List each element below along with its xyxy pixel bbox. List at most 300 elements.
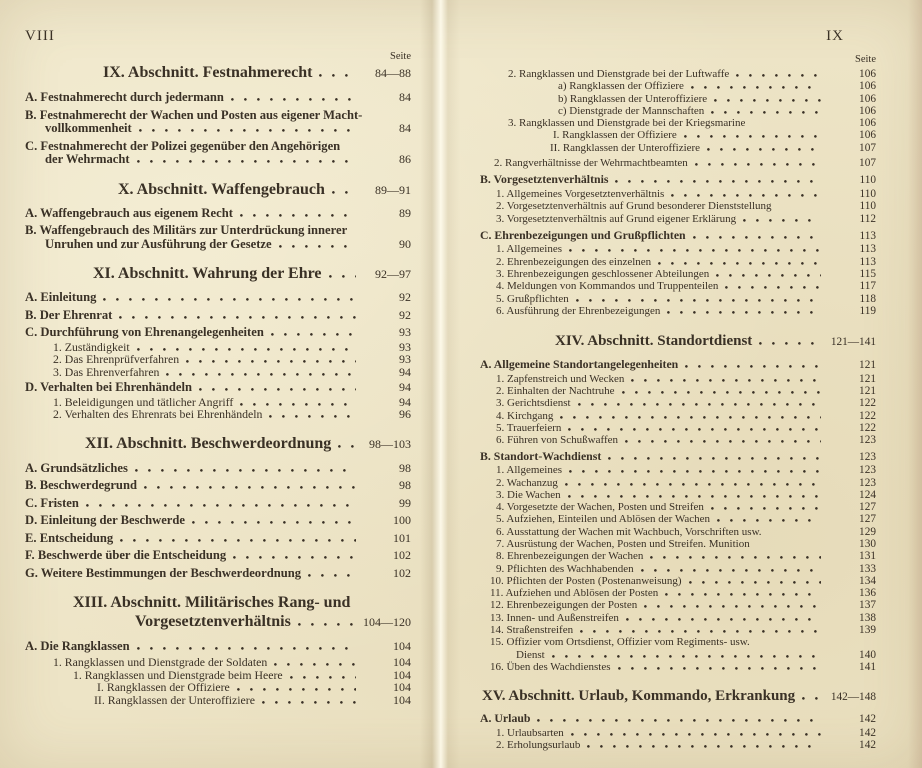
toc-entry-text: der Wehrmacht (45, 152, 130, 166)
toc-entry-text: 3. Gerichtsdienst (496, 397, 571, 410)
toc-entry-line (480, 550, 876, 562)
toc-entry-line (480, 489, 876, 501)
toc-page-number: 121—141 (830, 336, 876, 349)
toc-entry-line (480, 385, 876, 397)
toc-page-number: 134 (859, 574, 876, 587)
toc-section-heading (25, 63, 411, 83)
toc-page-number: 107 (859, 141, 876, 154)
toc-entry-text: 14. Straßenstreifen (490, 624, 574, 637)
toc-page-number: 92—97 (375, 267, 411, 281)
toc-page-number: 110 (859, 174, 876, 187)
toc-entry-text: 4. Kirchgang (496, 409, 554, 422)
dot-leader (716, 269, 821, 277)
toc-entry-line (480, 712, 876, 726)
toc-entry-text: 1. Rangklassen und Dienstgrade beim Heere (73, 667, 283, 682)
seite-column-label-left: Seite (390, 51, 411, 62)
toc-page-number: 110 (859, 187, 876, 200)
toc-entry-text: B. Festnahmerecht der Wachen und Posten aus eigener Macht- (25, 107, 363, 122)
toc-page-number: 90 (399, 236, 411, 251)
toc-entry-line (480, 464, 876, 476)
toc-entry-line (25, 532, 411, 546)
toc-page-number: 110 (859, 200, 876, 213)
toc-section-heading (480, 687, 876, 706)
dot-leader (671, 189, 821, 197)
toc-page-number: 104 (393, 680, 411, 695)
toc-entry-text: 6. Führen von Schußwaffen (496, 434, 618, 447)
dot-leader (576, 293, 821, 301)
toc-entry-line (480, 612, 876, 624)
toc-entry-line (480, 599, 876, 611)
toc-entry-line (480, 397, 876, 409)
dot-leader (725, 281, 821, 289)
toc-entry-text: E. Entscheidung (25, 530, 114, 545)
dot-leader (560, 410, 821, 418)
toc-page-number: 122 (859, 397, 876, 410)
toc-page-number: 121 (859, 385, 876, 398)
toc-entry-text: c) Dienstgrade der Mannschaften (558, 104, 705, 117)
toc-page-number: 121 (859, 359, 876, 372)
toc-entry-text: 2. Wachanzug (496, 476, 558, 489)
toc-entry-line (25, 514, 411, 528)
dot-leader (186, 354, 356, 363)
dot-leader (665, 588, 821, 596)
toc-entry-line (25, 140, 411, 154)
toc-entry-line (25, 366, 411, 379)
toc-page-number: 112 (859, 212, 876, 225)
toc-page-number: 92 (399, 290, 411, 304)
dot-leader (711, 502, 821, 510)
toc-page-number: 142 (859, 739, 876, 752)
folio-number-left: VIII (25, 28, 55, 44)
toc-entry-text: B. Vorgesetztenverhältnis (480, 172, 609, 187)
toc-page-number: 130 (859, 537, 876, 550)
toc-entry-text: b) Rangklassen der Unteroffiziere (558, 92, 708, 105)
toc-entry-text: 10. Pflichten der Posten (Postenanweisung) (490, 574, 682, 587)
toc-entry-line (25, 462, 411, 476)
dot-leader (569, 244, 821, 252)
dot-leader (565, 477, 821, 485)
toc-section-heading (25, 612, 411, 632)
toc-entry-text: C. Fristen (25, 495, 79, 510)
toc-entry-text: 2. Rangverhältnisse der Wehrmachtbeamten (494, 157, 688, 170)
toc-entry-line (25, 122, 411, 136)
toc-page-number: 106 (859, 129, 876, 142)
dot-leader (711, 106, 821, 114)
toc-entry-line (25, 567, 411, 581)
toc-entry-line (25, 381, 411, 395)
toc-entry-line (480, 501, 876, 513)
toc-entry-text: 2. Rangklassen und Dienstgrade bei der Luftwaffe (508, 68, 730, 80)
dot-leader (622, 386, 821, 394)
dot-leader (650, 551, 821, 559)
toc-entry-text: 5. Aufziehen, Einteilen und Ablösen der Wachen (496, 513, 710, 526)
toc-page-number: 89—91 (375, 182, 411, 197)
dot-leader (626, 613, 821, 621)
dot-leader (537, 713, 821, 722)
dot-leader (769, 526, 821, 534)
toc-entry-line (480, 649, 876, 661)
toc-section-heading (25, 264, 411, 284)
toc-page-number: 84 (399, 90, 411, 104)
toc-entry-text: A. Festnahmerecht durch jedermann (25, 90, 224, 104)
toc-entry-text: I. Rangklassen der Offiziere (97, 680, 230, 695)
dot-leader (685, 359, 821, 368)
dot-leader (736, 69, 821, 77)
toc-page-number: 139 (859, 624, 876, 637)
dot-leader (233, 550, 356, 559)
toc-entry-text: A. Allgemeine Standortangelegenheiten (480, 357, 679, 372)
toc-entry-line (480, 450, 876, 464)
toc-entry-text: 2. Vorgesetztenverhältnis auf Grund besonderer Dienststellung (496, 200, 772, 213)
dot-leader (684, 130, 821, 138)
toc-page-number: 119 (859, 304, 876, 317)
dot-leader (279, 238, 356, 247)
toc-entry-line (480, 157, 876, 169)
toc-page-number: 129 (859, 525, 876, 538)
dot-leader (631, 374, 821, 382)
toc-entry-line (25, 207, 411, 221)
toc-entry-line (480, 200, 876, 212)
toc-entry-text: 6. Ausführung der Ehrenbezeigungen (496, 304, 661, 317)
toc-entry-line (480, 280, 876, 292)
toc-entry-text: Vorgesetztenverhältnis (135, 613, 291, 631)
toc-page-number: 142 (859, 726, 876, 739)
toc-page-number: 101 (393, 530, 411, 545)
toc-page-number: 104 (393, 692, 411, 707)
dot-leader (86, 498, 356, 507)
dot-leader (608, 451, 821, 460)
toc-entry-text: 5. Trauerfeiern (496, 422, 562, 435)
toc-entry-text: I. Rangklassen der Offiziere (553, 129, 677, 142)
toc-entry-text: A. Waffengebrauch aus eigenem Recht (25, 205, 233, 220)
page-gutter (420, 0, 460, 768)
dot-leader (691, 81, 821, 89)
toc-entry-text: A. Grundsätzliches (25, 460, 128, 475)
toc-entry-text: 12. Ehrenbezeigungen der Posten (490, 599, 638, 612)
toc-entry-line (480, 243, 876, 255)
toc-entry-line (25, 640, 411, 654)
toc-entry-text: 3. Ehrenbezeigungen geschlossener Abteilungen (496, 268, 710, 281)
toc-entry-text: 7. Ausrüstung der Wachen, Posten und Streifen. Munition (496, 537, 750, 550)
toc-page-number: 122 (859, 409, 876, 422)
toc-page-number: 122 (859, 422, 876, 435)
toc-entry-line (25, 479, 411, 493)
toc-page-number: 127 (859, 513, 876, 526)
dot-leader (329, 266, 357, 278)
dot-leader (644, 600, 821, 608)
dot-leader (262, 695, 356, 704)
toc-entry-line (480, 636, 876, 648)
dot-leader (707, 143, 821, 151)
toc-entry-line (25, 681, 411, 694)
toc-entry-text: D. Einleitung der Beschwerde (25, 513, 185, 528)
toc-page-number: 106 (859, 117, 876, 130)
toc-entry-text: 13. Innen- und Außenstreifen (490, 611, 619, 624)
toc-entry-text: Dienst (516, 648, 545, 661)
dot-leader (693, 230, 821, 239)
toc-entry-text: 2. Erholungsurlaub (496, 739, 581, 752)
toc-entry-line (480, 293, 876, 305)
toc-entry-line (480, 256, 876, 268)
toc-page-number: 94 (399, 394, 411, 409)
dot-leader (689, 576, 821, 584)
toc-entry-line (25, 153, 411, 167)
dot-leader (568, 423, 821, 431)
dot-leader (135, 463, 356, 472)
toc-entry-line (480, 268, 876, 280)
toc-entry-text: A. Die Rangklassen (25, 639, 130, 654)
toc-page-number: 136 (859, 587, 876, 600)
toc-entry-line (480, 105, 876, 117)
toc-page-number: 106 (859, 80, 876, 93)
toc-entry-text: F. Beschwerde über die Entscheidung (25, 548, 227, 563)
toc-page-number: 107 (859, 157, 876, 170)
toc-page-number: 113 (859, 243, 876, 256)
dot-leader (618, 662, 822, 670)
toc-entry-line (480, 410, 876, 422)
dot-leader (802, 689, 821, 700)
toc-entry-line (25, 238, 411, 252)
toc-entry-line (25, 291, 411, 305)
toc-page-number: 106 (859, 104, 876, 117)
toc-page-number: 94 (399, 380, 411, 395)
toc-entry-line (480, 513, 876, 525)
toc-entry-text: 2. Verhalten des Ehrenrats bei Ehrenhändeln (53, 407, 263, 422)
toc-entry-line (480, 422, 876, 434)
toc-entry-text: II. Rangklassen der Unteroffiziere (94, 692, 255, 707)
toc-entry-line (480, 624, 876, 636)
dot-leader (587, 740, 821, 748)
toc-entry-text: B. Waffengebrauch des Militärs zur Unterdrückung innerer (25, 223, 348, 237)
dot-leader (192, 515, 356, 524)
toc-entry-line (480, 373, 876, 385)
dot-leader (717, 514, 821, 522)
toc-entry-text: 4. Meldungen von Kommandos und Truppenteilen (496, 280, 719, 293)
toc-page-number: 98 (399, 460, 411, 475)
toc-entry-text: X. Abschnitt. Waffengebrauch (118, 180, 325, 198)
toc-entry-line (480, 93, 876, 105)
toc-page-number: 113 (859, 229, 876, 242)
toc-entry-line (480, 538, 876, 550)
toc-entry-text: vollkommenheit (45, 121, 132, 135)
toc-entry-line (480, 173, 876, 187)
toc-page-number: 123 (859, 450, 876, 463)
toc-entry-text: A. Urlaub (480, 711, 531, 726)
toc-page-number: 115 (859, 268, 876, 281)
toc-entry-text: a) Rangklassen der Offiziere (558, 80, 684, 93)
toc-entry-line (25, 549, 411, 563)
toc-entry-text: 16. Üben des Wachdienstes (490, 660, 611, 673)
dot-leader (240, 207, 356, 216)
toc-page-number: 94 (399, 364, 411, 379)
toc-page-right (480, 28, 876, 751)
toc-entry-line (25, 353, 411, 366)
toc-page-number: 93 (399, 325, 411, 339)
toc-entry-text: G. Weitere Bestimmungen der Beschwerdeordnung (25, 565, 302, 580)
toc-entry-line (480, 587, 876, 599)
toc-entry-text: XIV. Abschnitt. Standortdienst (555, 333, 753, 350)
toc-page-number: 104 (393, 667, 411, 682)
toc-entry-text: 3. Rangklassen und Dienstgrade bei der Kriegsmarine (508, 117, 746, 130)
dot-leader (667, 306, 821, 314)
toc-entry-text: 2. Das Ehrenprüfverfahren (53, 352, 180, 367)
toc-entry-line (480, 563, 876, 575)
toc-section-heading (25, 593, 411, 612)
dot-leader (308, 568, 356, 577)
toc-page-number: 137 (859, 599, 876, 612)
dot-leader (274, 657, 356, 666)
toc-entry-text: 15. Offizier vom Ortsdienst, Offizier vom Regiments- usw. (490, 636, 750, 649)
toc-entry-text: 1. Urlaubsarten (496, 726, 564, 739)
toc-lines-right (480, 68, 876, 751)
toc-entry-text: 2. Ehrenbezeigungen des einzelnen (496, 255, 652, 268)
toc-entry-text: 3. Das Ehrenverfahren (53, 364, 160, 379)
toc-page-number: 102 (393, 548, 411, 563)
toc-page-number: 141 (859, 660, 876, 673)
toc-entry-line (480, 358, 876, 372)
toc-page-number: 100 (393, 513, 411, 528)
toc-entry-text: 5. Grußpflichten (496, 292, 569, 305)
dot-leader (103, 292, 356, 301)
toc-entry-text: 1. Beleidigungen und tätlicher Angriff (53, 394, 234, 409)
dot-leader (759, 334, 821, 345)
toc-entry-line (25, 224, 411, 238)
toc-entry-text: IX. Abschnitt. Festnahmerecht (103, 64, 313, 81)
toc-entry-line (480, 477, 876, 489)
toc-entry-text: 1. Rangklassen und Dienstgrade der Soldaten (53, 654, 268, 669)
toc-entry-line (480, 188, 876, 200)
dot-leader (144, 480, 356, 489)
toc-page-number: 123 (859, 476, 876, 489)
dot-leader (269, 410, 356, 419)
toc-page-number: 106 (859, 92, 876, 105)
dot-leader (137, 154, 356, 163)
toc-entry-line (480, 434, 876, 446)
toc-section-heading (25, 180, 411, 200)
toc-entry-line (25, 408, 411, 421)
toc-entry-text: XI. Abschnitt. Wahrung der Ehre (93, 265, 322, 282)
toc-entry-line (480, 526, 876, 538)
toc-entry-text: 1. Allgemeines (496, 464, 562, 477)
dot-leader (338, 436, 356, 448)
dot-leader (571, 728, 821, 736)
toc-section-heading (25, 434, 411, 454)
seite-column-label-right: Seite (855, 54, 876, 65)
dot-leader (752, 118, 821, 126)
toc-section-heading (480, 332, 876, 351)
dot-leader (319, 65, 356, 77)
toc-entry-text: 4. Vorgesetzte der Wachen, Posten und Streifen (496, 501, 704, 514)
toc-page-number: 99 (399, 495, 411, 510)
toc-page-number: 106 (859, 68, 876, 80)
toc-page-number: 138 (859, 611, 876, 624)
dot-leader (199, 382, 356, 391)
toc-page-number: 131 (859, 550, 876, 563)
toc-page-number: 84—88 (375, 66, 411, 80)
dot-leader (580, 625, 821, 633)
toc-entry-text: 3. Vorgesetztenverhältnis auf Grund eigener Erklärung (496, 212, 737, 225)
toc-entry-line (25, 656, 411, 669)
dot-leader (120, 533, 356, 542)
toc-entry-text: D. Verhalten bei Ehrenhändeln (25, 380, 193, 395)
toc-page-number: 124 (859, 488, 876, 501)
dot-leader (137, 342, 356, 351)
toc-entry-line (480, 129, 876, 141)
dot-leader (779, 201, 821, 209)
dot-leader (271, 327, 356, 336)
toc-entry-line (480, 80, 876, 92)
toc-entry-line (480, 305, 876, 317)
toc-page-number: 92 (399, 307, 411, 322)
dot-leader (695, 158, 821, 166)
toc-entry-text: C. Durchführung von Ehrenangelegenheiten (25, 325, 264, 339)
toc-entry-text: Unruhen und zur Ausführung der Gesetze (45, 236, 272, 251)
toc-entry-text: A. Einleitung (25, 290, 97, 304)
toc-entry-line (25, 91, 411, 105)
toc-page-number: 133 (859, 562, 876, 575)
toc-page-number: 113 (859, 255, 876, 268)
toc-page-number: 117 (859, 280, 876, 293)
toc-entry-text: 1. Allgemeines Vorgesetztenverhältnis (496, 187, 665, 200)
toc-page-number: 104—120 (363, 615, 411, 630)
dot-leader (240, 397, 356, 406)
toc-entry-text: 8. Ehrenbezeigungen der Wachen (496, 550, 644, 563)
toc-entry-line (480, 727, 876, 739)
folio-number-right: IX (826, 28, 844, 44)
toc-entry-line (25, 497, 411, 511)
toc-entry-line (25, 694, 411, 707)
toc-entry-line (480, 229, 876, 243)
dot-leader (137, 641, 356, 650)
toc-entry-line (480, 142, 876, 154)
toc-page-number: 104 (393, 654, 411, 669)
toc-page-number: 98 (399, 478, 411, 493)
toc-entry-line (480, 661, 876, 673)
dot-leader (743, 213, 821, 221)
dot-leader (332, 182, 356, 194)
toc-page-number: 89 (399, 205, 411, 220)
dot-leader (231, 92, 356, 101)
toc-entry-text: B. Der Ehrenrat (25, 307, 113, 322)
toc-entry-line (25, 109, 411, 123)
toc-page-number: 123 (859, 434, 876, 447)
toc-entry-line (25, 309, 411, 323)
dot-leader (237, 682, 356, 691)
toc-entry-text: C. Ehrenbezeigungen und Grußpflichten (480, 227, 686, 242)
dot-leader (578, 398, 821, 406)
toc-entry-text: B. Beschwerdegrund (25, 478, 137, 493)
toc-entry-line (480, 213, 876, 225)
toc-page-number: 118 (859, 292, 876, 305)
page-edge-shadow (908, 0, 922, 768)
toc-page-number: 96 (399, 407, 411, 422)
toc-page-number: 93 (399, 352, 411, 367)
toc-entry-text: II. Rangklassen der Unteroffiziere (550, 141, 701, 154)
toc-page-number: 93 (399, 339, 411, 354)
toc-page-number: 104 (393, 639, 411, 654)
dot-leader (166, 367, 356, 376)
dot-leader (568, 490, 821, 498)
dot-leader (552, 649, 821, 657)
toc-page-number: 86 (399, 152, 411, 166)
toc-entry-text: XV. Abschnitt. Urlaub, Kommando, Erkrankung (482, 688, 796, 705)
toc-entry-text: B. Standort-Wachdienst (480, 448, 602, 463)
dot-leader (569, 465, 821, 473)
dot-leader (757, 539, 821, 547)
dot-leader (139, 123, 356, 132)
toc-entry-text: 1. Zapfenstreich und Wecken (496, 372, 625, 385)
toc-page-left (25, 28, 411, 706)
